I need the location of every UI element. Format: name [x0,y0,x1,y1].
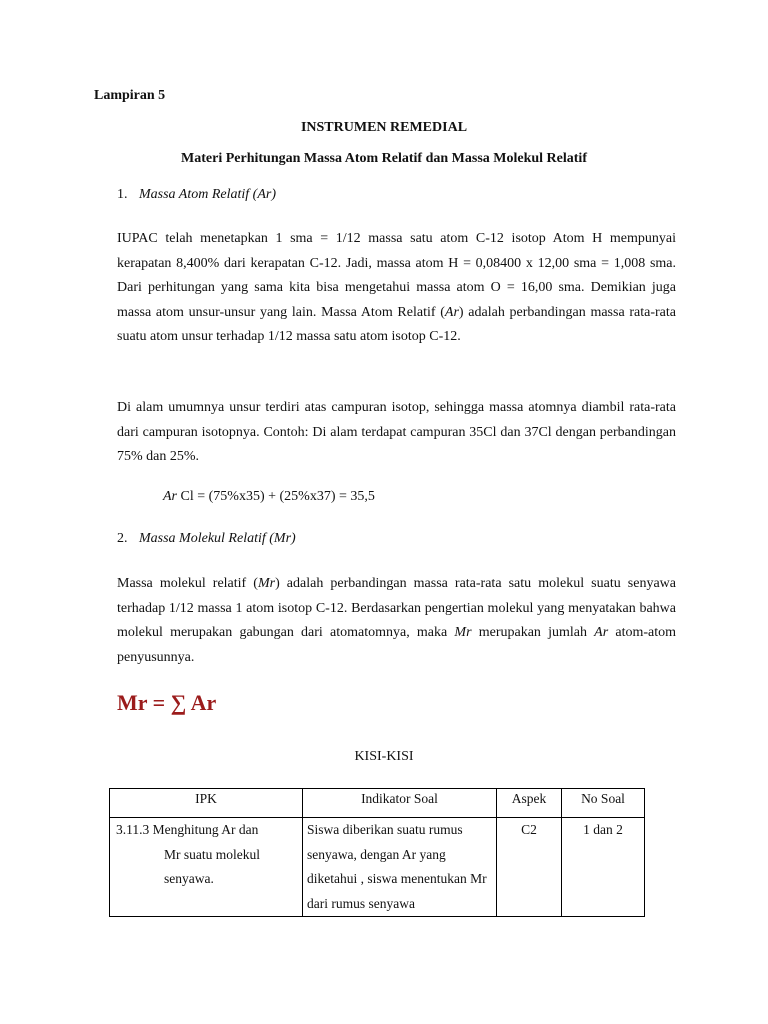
s2-text-c: ) adalah perbandingan massa rata-rata satu molekul suatu senyawa terhadap 1/12 massa 1 atom isotop C-12. Berdasarkan pengertian molekul yang menyatakan bahwa molekul merupakan gabungan dari atomatomnya, maka [117,576,676,641]
example-equation: Cl = (75%x35) + (25%x37) = 35,5 [177,489,375,504]
s2-ar: Ar [594,625,609,641]
s2-text-e: merupakan jumlah [471,625,595,641]
header-aspek: Aspek [497,789,562,818]
ar-cl-example [163,489,375,505]
document-title: INSTRUMEN REMEDIAL [300,120,468,135]
section2-heading-text: Massa Molekul Relatif (Mr) [139,531,296,546]
table-row [110,818,645,917]
s2-text-g: atom-atom penyusunnya. [117,625,677,665]
cell-aspek: C2 [497,818,562,917]
example-ar: Ar [163,489,177,504]
section2-heading [117,531,296,547]
cell-ipk [110,818,303,917]
section1-paragraph2: Di alam umumnya unsur terdiri atas campuran isotop, sehingga massa atomnya diambil rata-rata dari campuran isotopnya. Contoh: Di alam terdapat campuran 35Cl dan 37Cl dengan perbandingan 75% dan 25%. [117,400,676,465]
section2-number: 2. [117,531,128,546]
section1-p1-end: ) adalah perbandingan massa rata-rata suatu atom unsur terhadap 1/12 massa satu atom isotop C-12. [117,304,676,345]
s2-mr-2: Mr [454,625,472,641]
appendix-label: Lampiran 5 [94,88,166,103]
s2-text-a: Massa molekul relatif ( [117,576,258,591]
table-header-row [110,789,645,818]
section1-heading [117,187,276,203]
section1-p1-ar: Ar [444,304,459,320]
ipk-line3: senyawa. [164,871,214,887]
section1-paragraph1 [117,227,676,350]
section1-heading-text: Massa Atom Relatif (Ar) [139,187,277,202]
header-no-soal: No Soal [562,789,645,818]
header-ipk: IPK [110,789,303,818]
section2-paragraph [117,572,676,670]
kisi-table [109,788,645,917]
mr-formula: Mr = ∑ Ar [117,690,217,715]
document-subtitle: Materi Perhitungan Massa Atom Relatif dan Massa Molekul Relatif [181,151,587,166]
kisi-title: KISI-KISI [354,749,414,764]
cell-indikator: Siswa diberikan suatu rumus senyawa, dengan Ar yang diketahui , siswa menentukan Mr dari rumus senyawa [303,818,497,917]
ipk-line1: 3.11.3 Menghitung Ar dan [116,822,259,837]
section1-p1-text: IUPAC telah menetapkan 1 sma = 1/12 massa satu atom C-12 isotop Atom H mempunyai kerapatan 8,400% dari kerapatan C-12. Jadi, massa atom H = 0,08400 x 12,00 sma = 1,008 sma. Dari perhitungan yang sama kita bisa mengetahui massa atom O = 16,00 sma. Demikian juga massa atom unsur-unsur yang lain. Massa Atom Relatif ( [117,231,676,320]
ipk-line2: Mr suatu molekul [164,846,260,862]
header-indikator: Indikator Soal [303,789,497,818]
s2-mr-1: Mr [257,576,276,591]
section1-number: 1. [117,187,128,202]
cell-no-soal: 1 dan 2 [562,818,645,917]
